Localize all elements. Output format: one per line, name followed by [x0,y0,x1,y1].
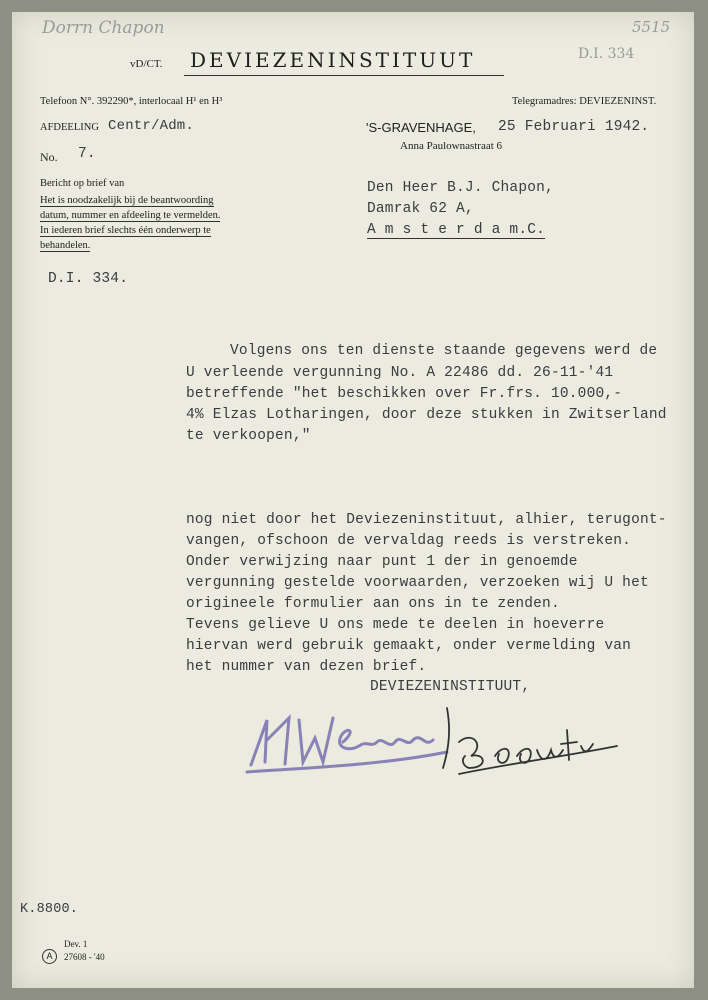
no-value: 7. [78,146,96,162]
body-line: betreffende "het beschikken over Fr.frs. 10.000,- [186,386,623,402]
letter-page [12,12,694,988]
street-address: Anna Paulownastraat 6 [400,140,503,152]
body-line: Onder verwijzing naar punt 1 der in genoemde [186,554,578,570]
note-line-2: datum, nummer en afdeeling te vermelden. [40,210,221,221]
note-line-4: behandelen. [40,240,91,251]
body-line: U verleende vergunning No. A 22486 dd. 26-11-'41 [186,365,614,381]
letterhead-title: DEVIEZENINSTITUUT [190,48,476,72]
recipient-city: A m s t e r d a m.C. [367,222,546,238]
telegram-line: Telegramadres: DEVIEZENINST. [512,96,657,107]
no-label: No. [40,150,58,164]
recipient-name: Den Heer B.J. Chapon, [367,180,554,196]
body-line: 4% Elzas Lotharingen, door deze stukken in Zwitserland [186,407,667,423]
recipient-street: Damrak 62 A, [367,201,474,217]
letter-date: 25 Februari 1942. [498,119,650,135]
printer-logo: A [42,949,57,964]
note-line-1: Het is noodzakelijk bij de beantwoording [40,195,214,206]
handwritten-signature [443,708,617,774]
note-line-3: In iederen brief slechts één onderwerp te [40,225,211,236]
k-number: K.8800. [20,902,79,917]
pencil-ref: D.I. 334 [578,46,635,62]
pencil-note-name: Dorrn Chapon [42,18,165,38]
bericht-label: Bericht op brief van [40,178,125,189]
body-line: origineele formulier aan ons in te zenden. [186,596,560,612]
letterhead-ref-prefix: vD/CT. [130,58,163,70]
body-line: hiervan werd gebruik gemaakt, onder vermelding van [186,638,632,654]
body-line: Volgens ons ten dienste staande gegevens werd de [230,343,658,359]
di-reference: D.I. 334. [48,271,129,287]
afdeeling-label: AFDEELING [40,122,99,133]
afdeeling-value: Centr/Adm. [108,118,195,134]
title-rule [184,75,504,76]
print-code: 27608 - '40 [64,952,105,962]
stamped-signature [247,718,447,772]
signatures [237,690,637,790]
body-line: vangen, ofschoon de vervaldag reeds is verstreken. [186,533,632,549]
body-line: nog niet door het Deviezeninstituut, alhier, terugont- [186,512,667,528]
body-line: te verkoopen," [186,428,311,444]
body-line: het nummer van dezen brief. [186,659,427,675]
phone-line: Telefoon N°. 392290*, interlocaal H¹ en H³ [40,96,223,107]
form-code: Dev. 1 [64,939,88,949]
pencil-note-number: 5515 [632,18,671,36]
closing-sender: DEVIEZENINSTITUUT, [370,679,531,695]
body-line: vergunning gestelde voorwaarden, verzoeken wij U het [186,575,649,591]
body-line: Tevens gelieve U ons mede te deelen in hoeverre [186,617,605,633]
city: 'S-GRAVENHAGE, [366,120,476,135]
